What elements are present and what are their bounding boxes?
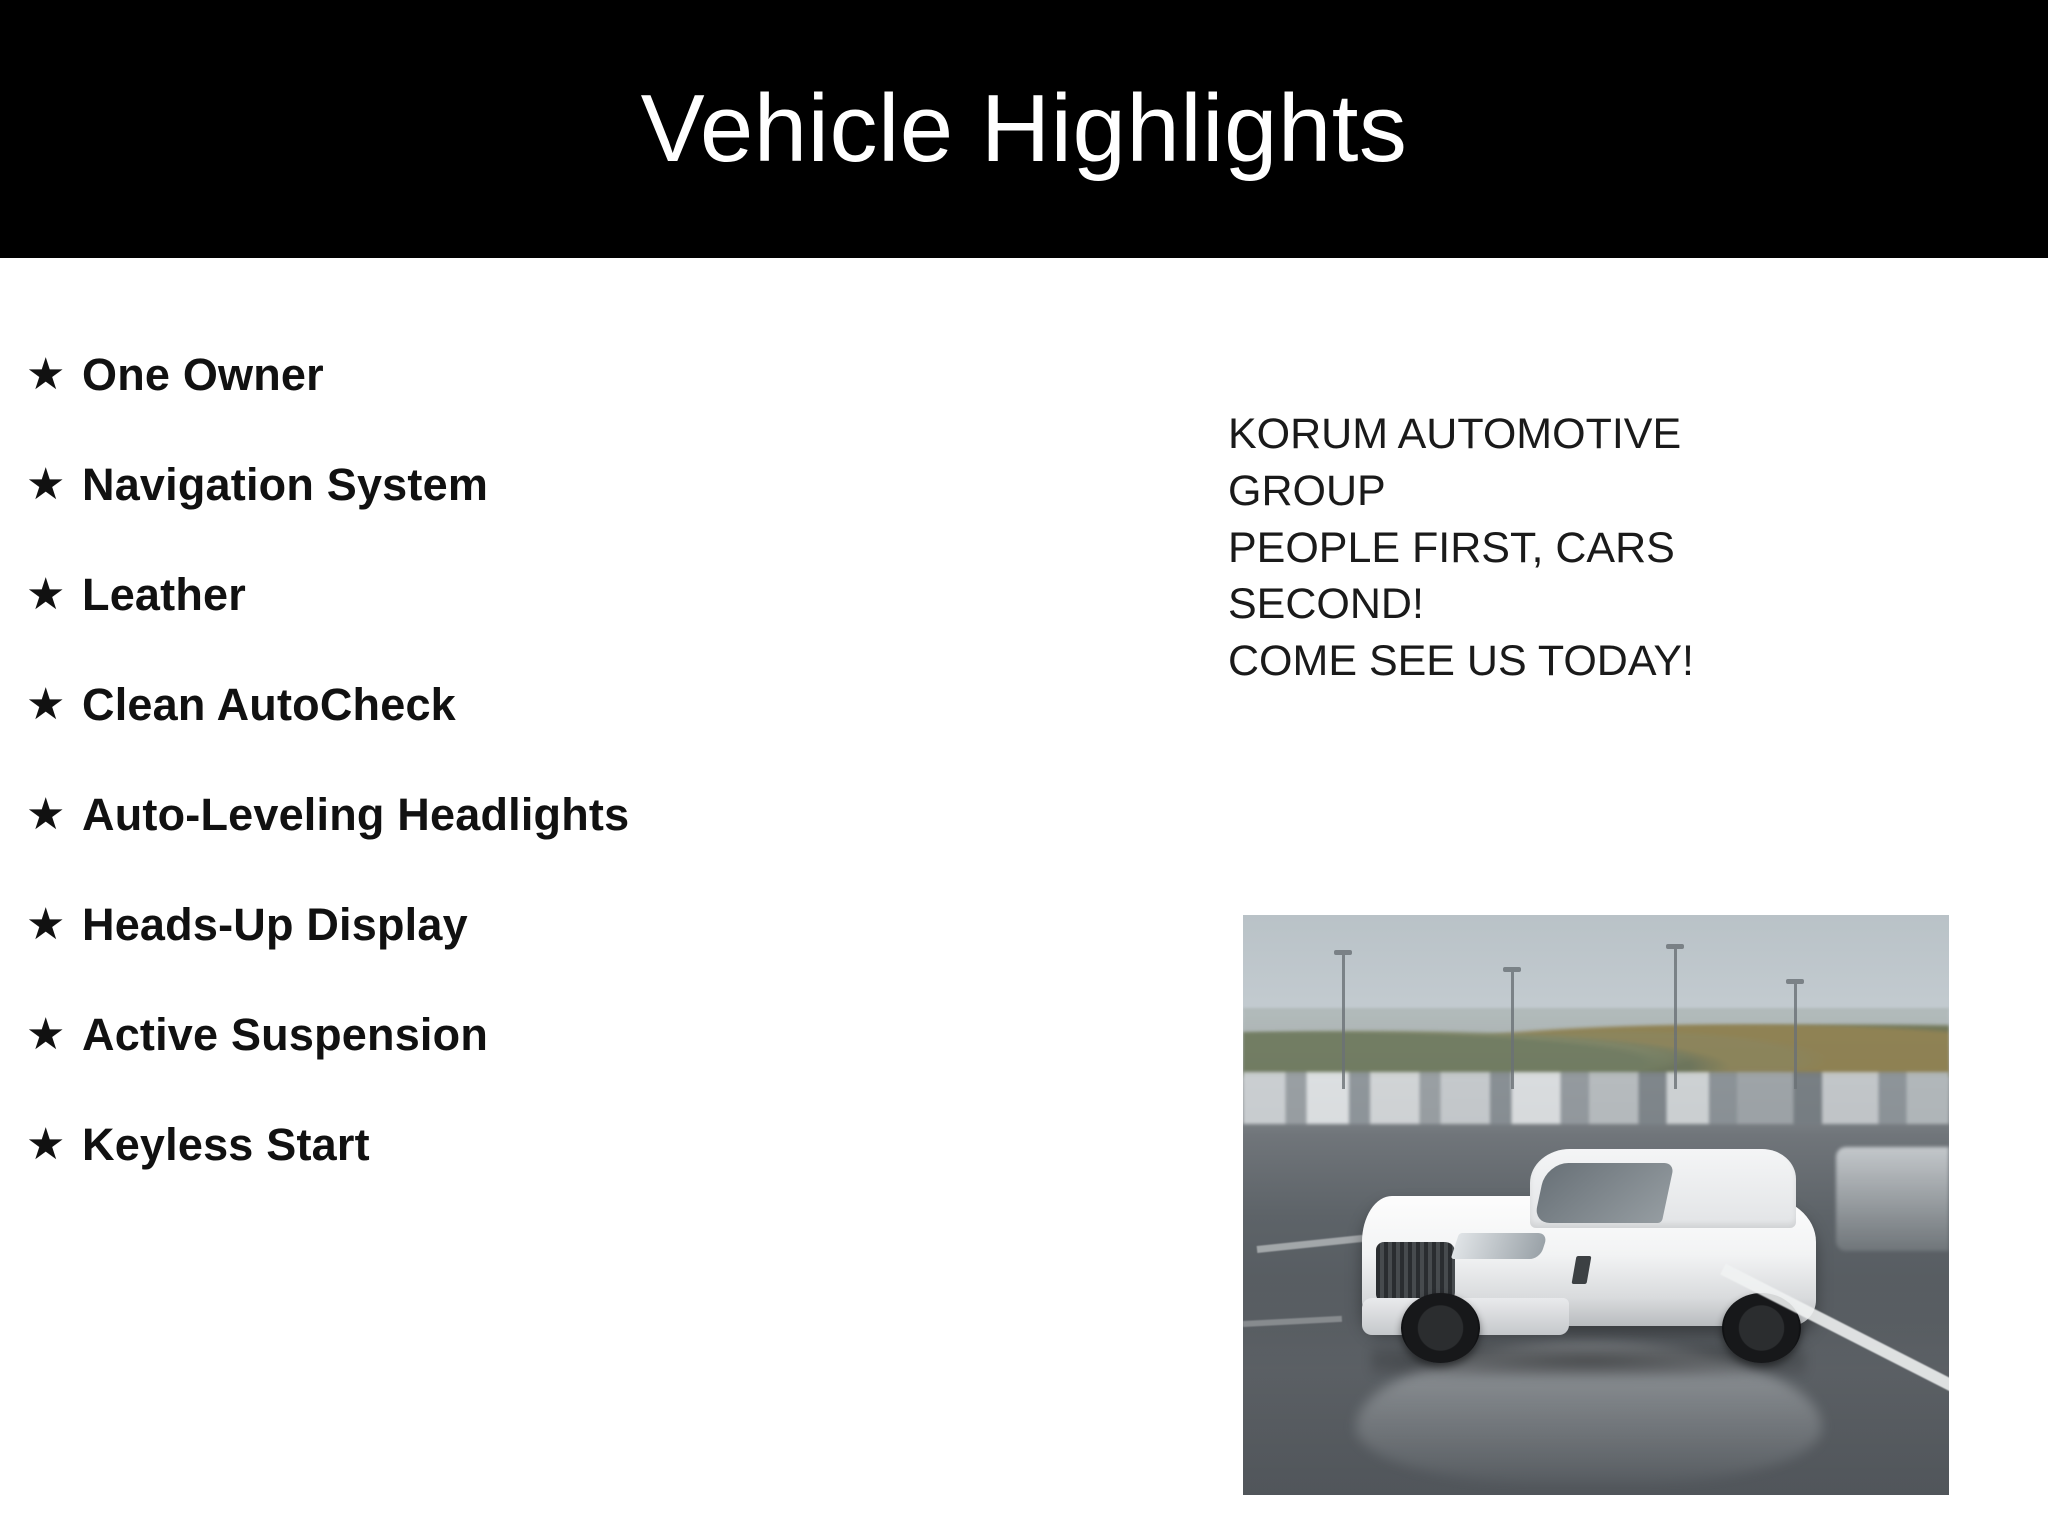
dealer-message-line: GROUP <box>1228 466 1386 515</box>
star-icon: ★ <box>26 680 66 729</box>
vehicle-front-wheel <box>1401 1293 1480 1363</box>
vehicle-illustration <box>1342 1135 1836 1367</box>
light-pole-icon <box>1794 979 1797 1089</box>
list-item <box>0 540 1180 650</box>
highlight-label: Leather <box>82 569 246 620</box>
list-item <box>0 760 1180 870</box>
star-icon: ★ <box>26 1120 66 1169</box>
page-title: Vehicle Highlights <box>640 75 1408 182</box>
star-icon: ★ <box>26 790 66 839</box>
list-item <box>0 1090 1180 1200</box>
tree-line-backdrop <box>1243 1008 1949 1078</box>
star-icon: ★ <box>26 900 66 949</box>
background-parked-cars <box>1243 1072 1949 1124</box>
highlight-label: One Owner <box>82 349 324 400</box>
dealer-message-line: KORUM AUTOMOTIVE <box>1228 410 1682 458</box>
light-pole-icon <box>1342 950 1345 1089</box>
header-bar <box>0 0 2048 258</box>
list-item <box>0 430 1180 540</box>
parking-stripe <box>1243 1316 1342 1327</box>
star-icon: ★ <box>26 460 66 509</box>
highlight-label: Active Suspension <box>82 1009 489 1060</box>
vehicle-highlights-list <box>0 320 1180 1200</box>
star-icon: ★ <box>26 570 66 619</box>
list-item <box>0 980 1180 1090</box>
edge-parked-cars <box>1836 1147 1949 1251</box>
highlight-label: Heads-Up Display <box>82 899 468 950</box>
highlight-label: Navigation System <box>82 459 489 510</box>
highlight-label: Auto-Leveling Headlights <box>82 789 630 840</box>
content-area <box>0 258 2048 1536</box>
dealer-message-line: PEOPLE FIRST, CARS <box>1228 523 1675 572</box>
star-icon: ★ <box>26 1010 66 1059</box>
light-pole-icon <box>1674 944 1677 1089</box>
list-item <box>0 870 1180 980</box>
highlight-label: Clean AutoCheck <box>82 679 456 730</box>
highlight-label: Keyless Start <box>82 1119 370 1170</box>
dealer-message <box>1228 406 1968 690</box>
list-item <box>0 320 1180 430</box>
vehicle-headlight <box>1451 1233 1548 1259</box>
light-pole-icon <box>1511 967 1514 1089</box>
list-item <box>0 650 1180 760</box>
vehicle-windshield <box>1533 1163 1674 1223</box>
vehicle-photo-image <box>1243 915 1949 1495</box>
star-icon: ★ <box>26 350 66 399</box>
dealer-message-line: COME SEE US TODAY! <box>1228 637 1694 685</box>
dealer-message-line: SECOND! <box>1228 580 1424 629</box>
vehicle-photo <box>1243 915 1949 1495</box>
